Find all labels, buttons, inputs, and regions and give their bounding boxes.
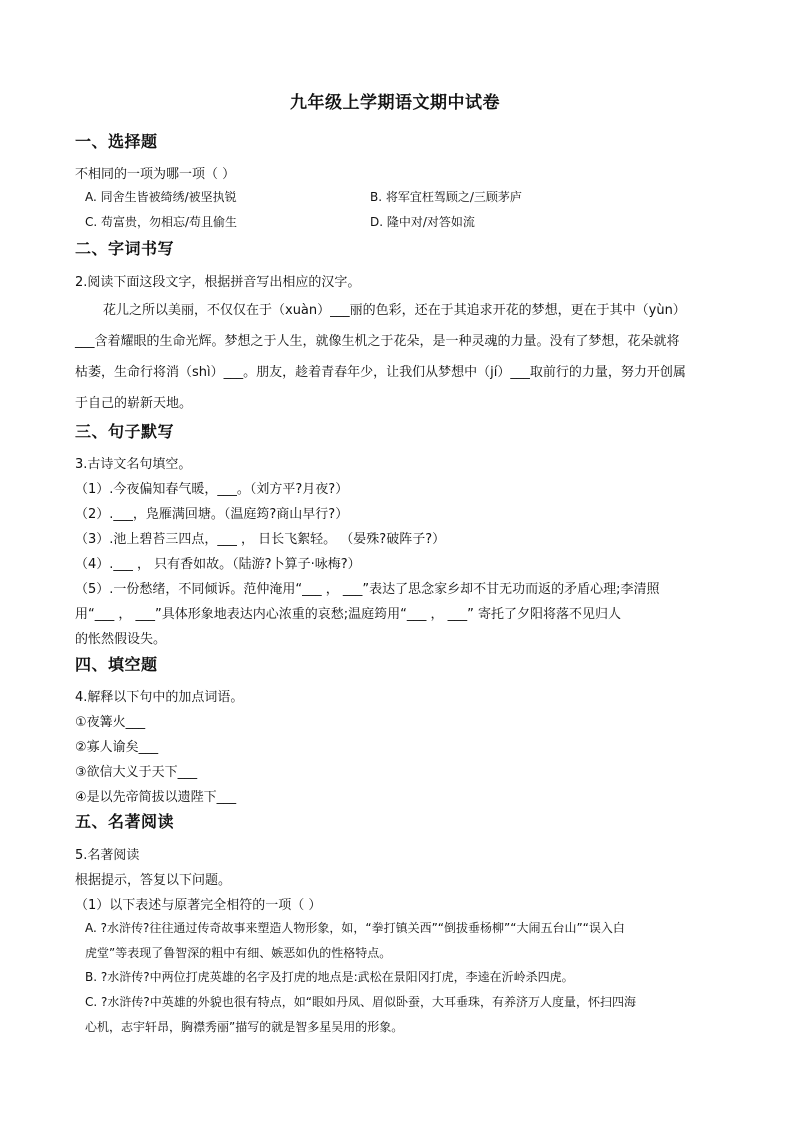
fill-item: （5）.一份愁绪，不同倾诉。范仲淹用“___ ， ___”表达了思念家乡却不甘无功而返的矛盾心理;李清照 [75, 582, 660, 597]
option-b: B. 将军宜枉驾顾之/三顾茅庐 [370, 190, 522, 204]
fill-item: （2）.___，凫雁满回塘。（温庭筠?商山早行?） [75, 507, 349, 522]
section-heading-classics: 五、名著阅读 [75, 812, 175, 831]
explain-item: ③欲信大义于天下___ [75, 765, 198, 780]
explain-item: ①夜篝火___ [75, 715, 146, 730]
section-heading-sentences: 三、句子默写 [75, 422, 175, 441]
answer-line: 虎堂”等表现了鲁智深的粗中有细、嫉恶如仇的性格特点。 [85, 946, 392, 960]
question-5-intro: 根据提示，答复以下问题。 [75, 873, 232, 888]
fill-item: （3）.池上碧苔三四点，___ ， 日长飞絮轻。 （晏殊?破阵子?） [75, 532, 446, 547]
passage-line: ___含着耀眼的生命光辉。梦想之于人生，就像生机之于花朵，是一种灵魂的力量。没有了梦想，花朵就将 [75, 334, 680, 349]
fill-item: （1）.今夜偏知春气暖，___。（刘方平?月夜?） [75, 482, 349, 497]
question-5: 5.名著阅读 [75, 848, 140, 863]
section-heading-choice: 一、选择题 [75, 132, 158, 151]
section-heading-blanks: 四、填空题 [75, 655, 158, 674]
fill-item: 用“___ ， ___”具体形象地表达内心浓重的哀愁;温庭筠用“___ ， ___” 寄托了夕阳将落不见归人 [75, 607, 621, 622]
option-d: D. 隆中对/对答如流 [370, 215, 475, 229]
fill-item: （4）.___ ， 只有香如故。（陆游?卜算子·咏梅?） [75, 557, 361, 572]
question-1: 不相同的一项为哪一项（ ） [75, 167, 236, 182]
answer-line: B. ?水浒传?中两位打虎英雄的名字及打虎的地点是:武松在景阳冈打虎，李逵在沂岭杀四虎。 [85, 970, 574, 984]
passage-line: 花儿之所以美丽，不仅仅在于（xuàn）___丽的色彩，还在于其追求开花的梦想，更在于其中（yùn） [103, 303, 686, 318]
answer-line: 心机，志宇轩昂，胸襟秀丽”描写的就是智多星吴用的形象。 [85, 1020, 404, 1034]
answer-line: C. ?水浒传?中英雄的外貌也很有特点，如“眼如丹凤、眉似卧蚕，大耳垂珠，有养济万人度量，怀扫四海 [85, 995, 636, 1009]
fill-item: 的怅然假设失。 [75, 632, 167, 647]
question-2: 2.阅读下面这段文字，根据拼音写出相应的汉字。 [75, 275, 361, 290]
passage-line: 于自己的崭新天地。 [75, 396, 193, 411]
answer-line: A. ?水浒传?往往通过传奇故事来塑造人物形象，如，“拳打镇关西”“倒拔垂杨柳”“大闹五台山”“误入白 [85, 921, 625, 935]
section-heading-words: 二、字词书写 [75, 239, 175, 258]
question-4: 4.解释以下句中的加点词语。 [75, 690, 244, 705]
page-title: 九年级上学期语文期中试卷 [290, 93, 500, 113]
explain-item: ④是以先帝简拔以遗陛下___ [75, 790, 237, 805]
sub-question: （1）以下表述与原著完全相符的一项（ ） [75, 898, 322, 913]
passage-line: 枯萎，生命行将消（shì）___。朋友，趁着青春年少，让我们从梦想中（jí）___取前行的力量，努力开创属 [75, 365, 686, 380]
option-c: C. 苟富贵，勿相忘/苟且偷生 [85, 215, 238, 229]
explain-item: ②寡人谕矣___ [75, 740, 159, 755]
question-3: 3.古诗文名句填空。 [75, 457, 192, 472]
option-a: A. 同舍生皆被绮绣/被坚执锐 [85, 190, 237, 204]
